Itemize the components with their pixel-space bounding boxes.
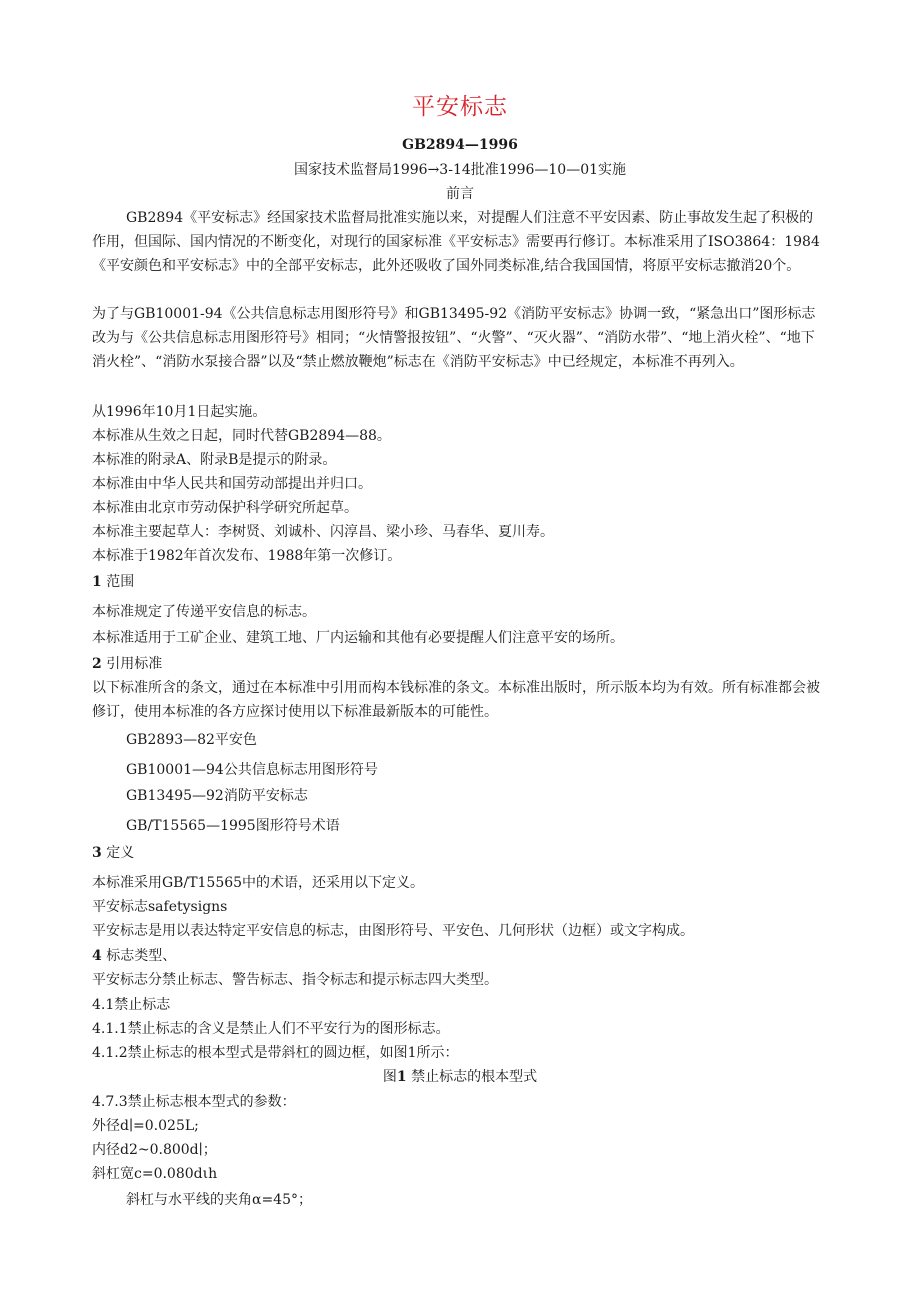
reference-item: GB2893—82平安色 [126,732,257,748]
section-4-line: 平安标志分禁止标志、警告标志、指令标志和提示标志四大类型。 [92,972,498,988]
foreword-paragraph: 为了与GB10001-94《公共信息标志用图形符号》和GB13495-92《消防平安标志》协调一致，“紧急出口”图形标志改为与《公共信息标志用图形符号》相同；“火情警报按钮”、“火警”、“灭火器”、“消防水带”、“地上消火栓”、“地下消火栓”、“消防水泵接合器”以及“禁止燃放鞭炮”标志在《消防平安标志》中已经规定，本标准不再列入。 [92,306,816,370]
section-1-line: 本标准规定了传递平安信息的标志。 [92,604,316,620]
section-title: 定义 [106,845,135,861]
section-title: 引用标准 [106,656,163,672]
figure-caption [0,1067,920,1087]
section-3-line: 平安标志safetysigns [92,899,228,915]
reference-item: GB10001—94公共信息标志用图形符号 [126,762,378,778]
foreword-line: 从1996年10月1日起实施。 [92,404,267,420]
section-3-line: 本标准采用GB/T15565中的术语，还采用以下定义。 [92,875,425,891]
section-title: 标志类型、 [106,948,177,964]
section-number: 4 [92,948,102,964]
section-4-line: 4.1禁止标志 [92,997,171,1013]
parameter-line: 内径d2~0.800d∣； [92,1142,217,1158]
reference-item: GB/T15565—1995图形符号术语 [126,818,340,834]
section-4-line: 4.1.2禁止标志的根本型式是带斜杠的圆边框，如图1所示： [92,1045,459,1061]
foreword-line: 本标准由中华人民共和国劳动部提出并归口。 [92,476,372,492]
section-2-heading [92,654,162,674]
figure-caption-number: 1 [396,1069,407,1085]
section-number: 2 [92,656,102,672]
reference-item: GB13495—92消防平安标志 [126,788,308,804]
section-number: 3 [92,845,102,861]
standard-number: GB2894—1996 [402,137,518,153]
figure-caption-prefix: 图 [382,1069,397,1085]
document-title: 平安标志 [412,94,508,120]
section-3-line: 平安标志是用以表达特定平安信息的标志，由图形符号、平安色、几何形状（边框）或文字构成。 [92,923,694,939]
approval-line: 国家技术监督局1996→3-14批准1996—10—01实施 [293,162,627,178]
parameter-line: 4.7.3禁止标志根本型式的参数： [92,1094,296,1110]
section-2-intro: 以下标准所含的条文，通过在本标准中引用而构本钱标准的条文。本标准出版时，所示版本均为有效。所有标准都会被修订，使用本标准的各方应探讨使用以下标准最新版本的可能性。 [92,680,820,720]
section-1-line: 本标准适用于工矿企业、建筑工地、厂内运输和其他有必要提醒人们注意平安的场所。 [92,630,624,646]
parameter-line: 斜杠与水平线的夹角α=45°； [126,1192,312,1208]
foreword-paragraph: GB2894《平安标志》经国家技术监督局批准实施以来，对提醒人们注意不平安因素、防止事故发生起了积极的作用，但国际、国内情况的不断变化，对现行的国家标准《平安标志》需要再行修订。本标准采用了ISO3864：1984《平安颜色和平安标志》中的全部平安标志，此外还吸收了国外同类标准,结合我国国情，将原平安标志撤消20个。 [92,210,820,274]
section-title: 范围 [106,574,135,590]
foreword-line: 本标准主要起草人：李树贤、刘诚朴、闪淳昌、梁小珍、马春华、夏川寿。 [92,524,554,540]
section-1-heading [92,572,134,592]
foreword-line: 本标准从生效之日起，同时代替GB2894—88。 [92,428,391,444]
section-3-heading [92,843,134,863]
parameter-line: 斜杠宽c=0.080dιh [92,1166,218,1182]
figure-caption-text: 禁止标志的根本型式 [411,1069,538,1085]
foreword-heading: 前言 [446,186,474,202]
foreword-line: 本标准的附录A、附录B是提示的附录。 [92,452,337,468]
section-4-heading [92,946,176,966]
section-number: 1 [92,574,102,590]
parameter-line: 外径d∣=0.025L; [92,1118,199,1134]
foreword-line: 本标准由北京市劳动保护科学研究所起草。 [92,500,358,516]
section-4-line: 4.1.1禁止标志的含义是禁止人们不平安行为的图形标志。 [92,1021,450,1037]
foreword-line: 本标准于1982年首次发布、1988年第一次修订。 [92,548,402,564]
